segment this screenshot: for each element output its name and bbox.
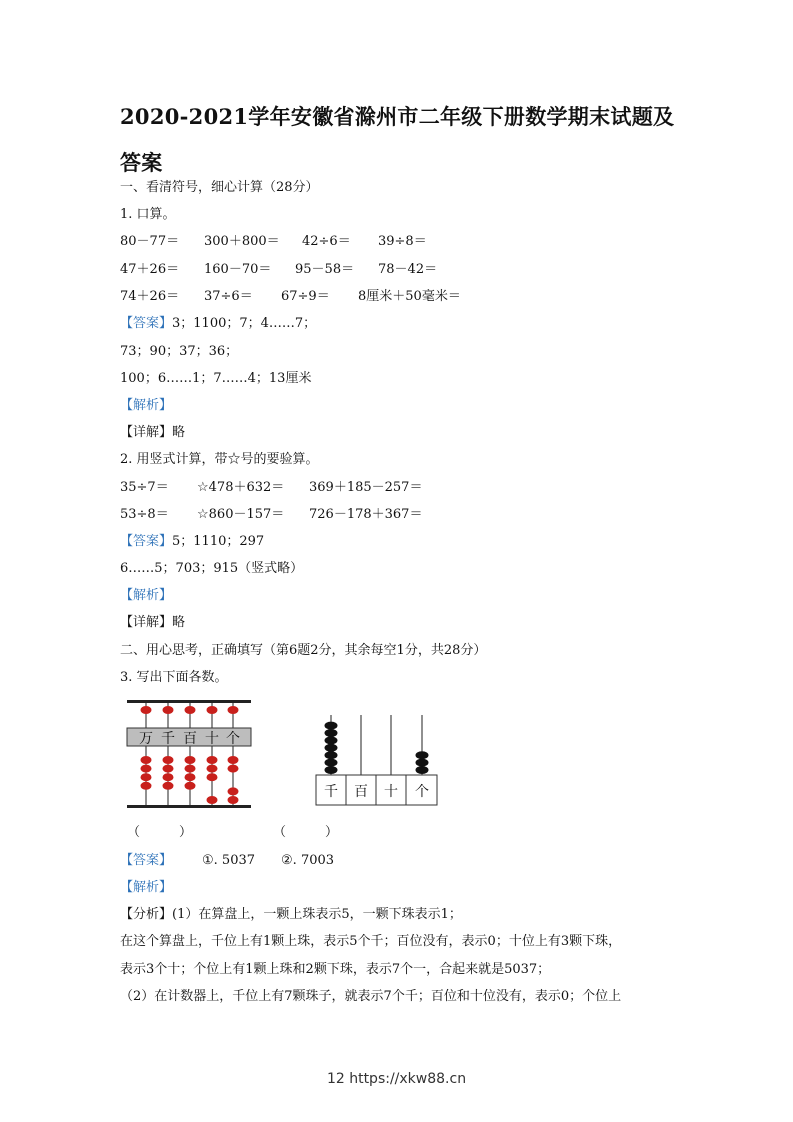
q2-label: 2. 用竖式计算，带☆号的要验算。 xyxy=(120,452,319,467)
analysis-tag: 【解析】 xyxy=(120,588,173,603)
lower-bead xyxy=(185,765,196,773)
lower-bead xyxy=(163,782,174,790)
upper-bead xyxy=(163,706,174,714)
detail-text: 【详解】略 xyxy=(120,615,186,630)
page-title: 2020-2021学年安徽省滁州市二年级下册数学期末试题及答案 xyxy=(120,104,675,175)
q1-item: 78－42＝ xyxy=(378,262,438,277)
upper-bead xyxy=(207,706,218,714)
counter-label: 百 xyxy=(354,784,368,800)
answer-text: 100；6……1；7……4；13厘米 xyxy=(120,371,312,386)
analysis-text: 表示3个十；个位上有1颗上珠和2颗下珠，表示7个一，合起来就是5037； xyxy=(120,962,551,977)
lower-bead xyxy=(207,796,218,804)
lower-bead xyxy=(228,765,239,773)
abacus-label: 个 xyxy=(226,731,240,747)
counter-bead xyxy=(416,759,429,767)
analysis-tag: 【解析】 xyxy=(120,398,173,413)
abacus-label: 万 xyxy=(139,731,153,747)
q2-item: 726－178＋367＝ xyxy=(309,507,423,522)
q1-item: 300＋800＝ xyxy=(204,234,280,249)
section1-heading: 一、看清符号，细心计算（28分） xyxy=(120,180,319,195)
answer-text: 73；90；37；36； xyxy=(120,344,239,359)
lower-bead xyxy=(141,765,152,773)
counter-beads xyxy=(325,722,429,774)
counter-figure xyxy=(314,712,440,808)
q1-item: 42÷6＝ xyxy=(302,234,351,249)
counter-rods xyxy=(331,715,422,775)
counter-bead xyxy=(416,751,429,759)
q1-item: 74＋26＝ xyxy=(120,289,180,304)
counter-bead xyxy=(325,766,338,774)
counter-label: 十 xyxy=(384,784,398,800)
q1-row-2 xyxy=(120,262,680,278)
abacus-rods xyxy=(146,703,233,808)
q2-item: 369＋185－257＝ xyxy=(309,480,423,495)
counter-bead xyxy=(325,729,338,737)
analysis-text: 【分析】(1）在算盘上，一颗上珠表示5，一颗下珠表示1； xyxy=(120,907,462,922)
answer-text: 6……5；703；915（竖式略） xyxy=(120,561,304,576)
lower-bead xyxy=(228,787,239,795)
lower-bead xyxy=(141,773,152,781)
abacus-bottom-bar xyxy=(127,805,251,808)
answer-text: 5；1110；297 xyxy=(172,534,265,549)
counter-bead xyxy=(325,759,338,767)
lower-bead xyxy=(185,773,196,781)
upper-bead xyxy=(141,706,152,714)
abacus-figure xyxy=(125,700,255,812)
answer-tag: 【答案】 xyxy=(120,316,173,331)
answer-tag: 【答案】 xyxy=(120,534,173,549)
q2-item: ☆860－157＝ xyxy=(197,507,285,522)
answer-text: ①. 5037 ②. 7003 xyxy=(202,853,335,868)
counter-bead xyxy=(325,751,338,759)
upper-bead xyxy=(228,706,239,714)
q1-item: 8厘米＋50毫米＝ xyxy=(358,289,461,304)
q3-label: 3. 写出下面各数。 xyxy=(120,670,228,685)
counter-label: 千 xyxy=(324,784,338,800)
q1-item: 47＋26＝ xyxy=(120,262,180,277)
answer-tag: 【答案】 xyxy=(120,853,173,868)
counter-label: 个 xyxy=(415,784,429,800)
abacus-label: 百 xyxy=(183,731,197,747)
q2-item: 35÷7＝ xyxy=(120,480,169,495)
lower-bead xyxy=(163,773,174,781)
q2-item: 53÷8＝ xyxy=(120,507,169,522)
lower-bead xyxy=(141,756,152,764)
q2-row-1 xyxy=(120,480,680,496)
counter-bead xyxy=(325,736,338,744)
counter-bead xyxy=(325,744,338,752)
q1-label: 1. 口算。 xyxy=(120,207,176,222)
q1-answer xyxy=(120,316,316,332)
counter-bead xyxy=(416,766,429,774)
lower-bead xyxy=(185,756,196,764)
q2-answer xyxy=(120,534,264,550)
lower-bead xyxy=(207,773,218,781)
analysis-text: 在这个算盘上，千位上有1颗上珠，表示5个千；百位没有，表示0；十位上有3颗下珠， xyxy=(120,934,622,949)
lower-bead xyxy=(228,796,239,804)
answer-blank-1: （ ） xyxy=(127,825,193,840)
q1-item: 160－70＝ xyxy=(204,262,272,277)
counter-bead xyxy=(325,722,338,730)
abacus-top-bar xyxy=(127,700,251,703)
abacus-label: 千 xyxy=(161,731,175,747)
answer-blank-2: （ ） xyxy=(273,825,339,840)
q1-item: 37÷6＝ xyxy=(204,289,253,304)
analysis-tag: 【解析】 xyxy=(120,880,173,895)
answer-text: 3；1100；7；4……7； xyxy=(172,316,317,331)
analysis-text: （2）在计数器上，千位上有7颗珠子，就表示7个千；百位和十位没有，表示0；个位上 xyxy=(120,989,622,1004)
q2-row-2 xyxy=(120,507,680,523)
detail-text: 【详解】略 xyxy=(120,425,186,440)
abacus-label: 十 xyxy=(205,731,219,747)
q1-item: 80－77＝ xyxy=(120,234,180,249)
lower-bead xyxy=(163,756,174,764)
upper-bead xyxy=(185,706,196,714)
lower-bead xyxy=(163,765,174,773)
lower-bead xyxy=(228,756,239,764)
q3-answer xyxy=(120,853,334,869)
lower-bead xyxy=(207,756,218,764)
q2-item: ☆478＋632＝ xyxy=(197,480,285,495)
lower-bead xyxy=(207,765,218,773)
q1-item: 39÷8＝ xyxy=(378,234,427,249)
q1-row-3 xyxy=(120,289,680,305)
section2-heading: 二、用心思考，正确填写（第6题2分，其余每空1分，共28分） xyxy=(120,643,487,658)
q1-row-1 xyxy=(120,234,680,250)
lower-bead xyxy=(141,782,152,790)
lower-bead xyxy=(185,782,196,790)
q1-item: 67÷9＝ xyxy=(281,289,330,304)
q1-item: 95－58＝ xyxy=(295,262,355,277)
page-footer: 12 https://xkw88.cn xyxy=(326,1071,467,1087)
